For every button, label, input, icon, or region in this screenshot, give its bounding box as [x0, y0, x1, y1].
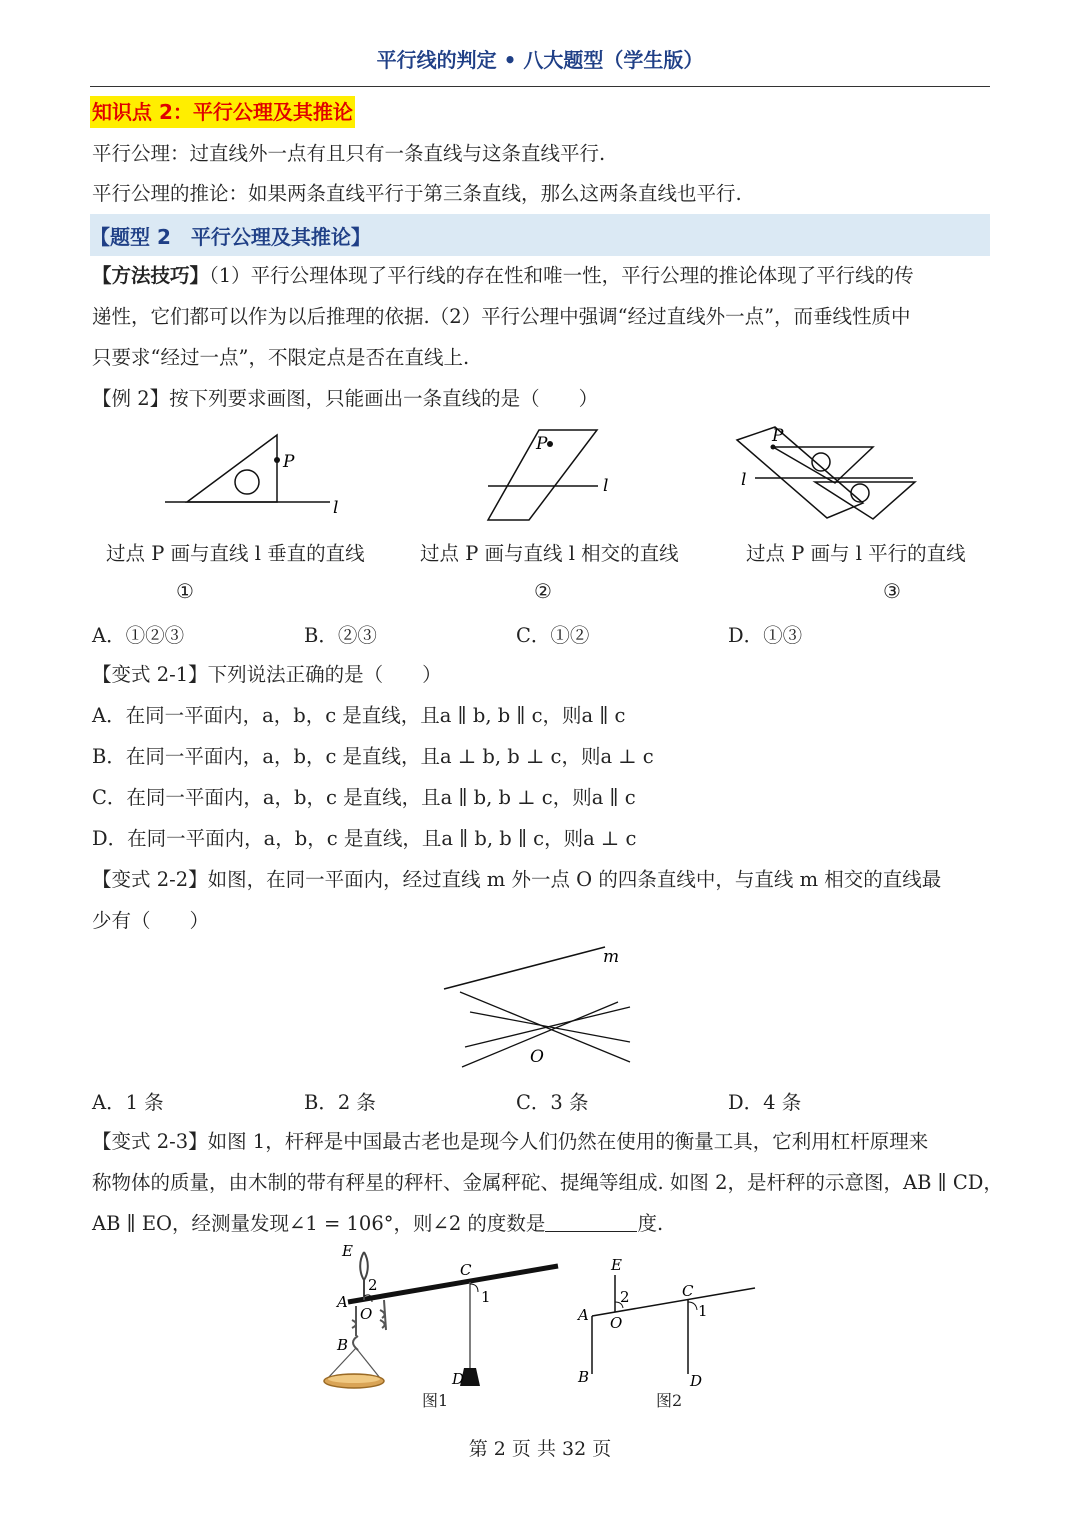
variant-2-2-option-b: B．2 条: [304, 1091, 376, 1114]
variant-2-2-stem-line-2: 少有（ ）: [92, 909, 210, 932]
page-footer: 第 2 页 共 32 页: [468, 1438, 612, 1460]
variant-2-2-stem-line-1: 【变式 2-2】如图，在同一平面内，经过直线 m 外一点 O 的四条直线中，与直线 m 相交的直线最: [92, 868, 942, 891]
svg-text:B: B: [337, 1336, 349, 1354]
example-2-figure-1: [160, 425, 360, 515]
variant-2-3-line-1: 【变式 2-3】如图 1，杆秤是中国最古老也是现今人们仍然在使用的衡量工具，它利用杠杆原理来: [92, 1130, 929, 1153]
svg-text:1: 1: [698, 1302, 708, 1320]
example-2-option-c: C．①②: [516, 624, 590, 647]
svg-text:l: l: [603, 476, 609, 496]
question-type-title: 【题型 2 平行公理及其推论】: [90, 225, 371, 249]
parallel-axiom-text: 平行公理：过直线外一点有且只有一条直线与这条直线平行.: [92, 142, 606, 165]
method-label: 【方法技巧】: [92, 264, 210, 287]
page-header-title: 平行线的判定 • 八大题型（学生版）: [376, 48, 704, 72]
svg-text:E: E: [611, 1256, 622, 1274]
figure-3-caption: 过点 P 画与 l 平行的直线: [746, 542, 966, 565]
point-p-label: P: [283, 452, 295, 472]
example-2-option-b: B．②③: [304, 624, 377, 647]
svg-text:1: 1: [481, 1288, 491, 1306]
figure-1-label: 图1: [422, 1391, 449, 1410]
variant-2-3-line-2: 称物体的质量，由木制的带有秤星的秤杆、金属秤砣、提绳等组成. 如图 2，是杆秤的示意图，AB ∥ CD，: [92, 1171, 1003, 1194]
question-type-banner: [90, 214, 990, 256]
svg-text:P: P: [536, 434, 548, 454]
answer-blank: [545, 1213, 637, 1232]
method-line-1: 【方法技巧】（1）平行公理体现了平行线的存在性和唯一性，平行公理的推论体现了平行线的传: [92, 264, 914, 287]
example-2-option-a: A．①②③: [92, 624, 185, 647]
example-2-option-d: D．①③: [728, 624, 803, 647]
variant-2-2-option-c: C．3 条: [516, 1091, 589, 1114]
figure-1-number: ①: [176, 579, 194, 603]
svg-text:D: D: [452, 1370, 465, 1388]
svg-text:2: 2: [620, 1288, 630, 1306]
svg-text:C: C: [460, 1261, 472, 1279]
svg-text:A: A: [578, 1306, 589, 1324]
variant-2-2-figure: [440, 942, 640, 1072]
header-divider: [90, 86, 990, 87]
svg-text:A: A: [337, 1293, 348, 1311]
steelyard-figure-2: [570, 1250, 770, 1390]
svg-text:B: B: [578, 1368, 590, 1386]
method-line-2: 递性，它们都可以作为以后推理的依据.（2）平行公理中强调“经过直线外一点”，而垂线性质中: [92, 305, 911, 328]
figure-2-number: ②: [534, 579, 552, 603]
variant-2-1-option-d: D．在同一平面内，a，b，c 是直线，且a ∥ b, b ∥ c，则a ⊥ c: [92, 827, 637, 850]
svg-text:l: l: [741, 470, 747, 490]
variant-2-3-line-3: AB ∥ EO，经测量发现∠1 = 106°，则∠2 的度数是 度.: [92, 1212, 664, 1235]
line-l-label: l: [333, 498, 339, 515]
svg-text:C: C: [682, 1282, 694, 1300]
figure-2-caption: 过点 P 画与直线 l 相交的直线: [420, 542, 679, 565]
svg-text:E: E: [342, 1242, 353, 1260]
method-line-3: 只要求“经过一点”，不限定点是否在直线上.: [92, 346, 470, 369]
example-2-stem: 【例 2】按下列要求画图，只能画出一条直线的是（ ）: [92, 387, 599, 410]
line-m-label: m: [603, 947, 620, 967]
variant-2-2-option-a: A．1 条: [92, 1091, 164, 1114]
variant-2-1-option-b: B．在同一平面内，a，b，c 是直线，且a ⊥ b, b ⊥ c，则a ⊥ c: [92, 745, 654, 768]
example-2-figure-2: [480, 425, 630, 525]
point-o-label: O: [530, 1047, 544, 1067]
variant-2-2-option-d: D．4 条: [728, 1091, 802, 1114]
variant-2-1-option-c: C．在同一平面内，a，b，c 是直线，且a ∥ b, b ⊥ c，则a ∥ c: [92, 786, 636, 809]
svg-text:P: P: [772, 426, 784, 446]
figure-2-label: 图2: [656, 1391, 683, 1410]
svg-text:O: O: [360, 1305, 373, 1323]
svg-text:O: O: [610, 1314, 623, 1332]
knowledge-point-title: 知识点 2：平行公理及其推论: [90, 96, 355, 128]
figure-1-caption: 过点 P 画与直线 l 垂直的直线: [106, 542, 365, 565]
variant-2-1-option-a: A．在同一平面内，a，b，c 是直线，且a ∥ b, b ∥ c，则a ∥ c: [92, 704, 626, 727]
example-2-figure-3: [735, 425, 925, 525]
variant-2-1-stem: 【变式 2-1】下列说法正确的是（ ）: [92, 663, 442, 686]
parallel-corollary-text: 平行公理的推论：如果两条直线平行于第三条直线，那么这两条直线也平行.: [92, 182, 742, 205]
svg-text:D: D: [690, 1372, 703, 1390]
figure-3-number: ③: [883, 579, 901, 603]
svg-text:2: 2: [368, 1276, 378, 1294]
